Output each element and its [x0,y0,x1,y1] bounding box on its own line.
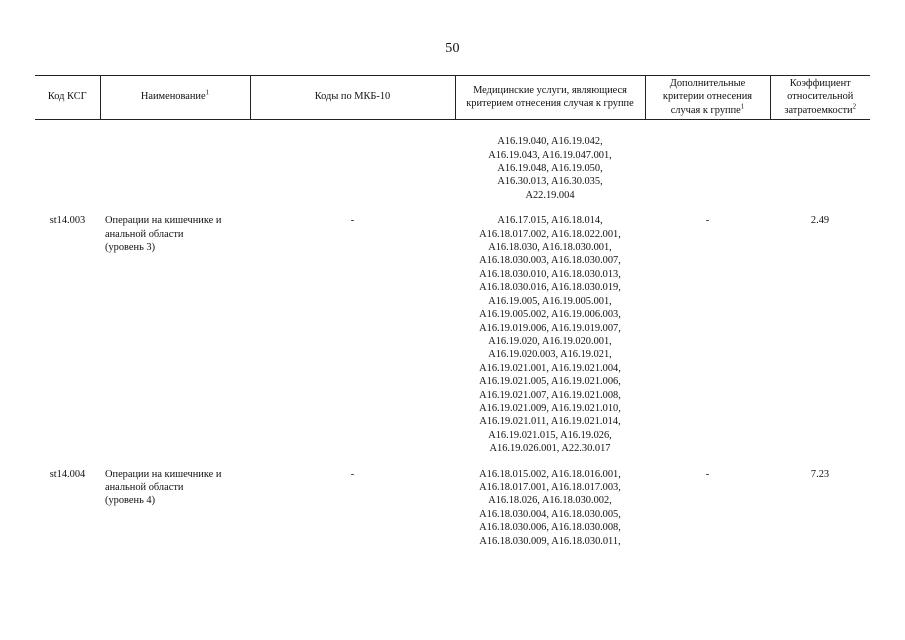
service-codes-line: A16.19.005.002, A16.19.006.003, [479,309,621,321]
coefficient-cell: 2.49 [810,215,830,227]
extra-criteria-cell: - [705,215,710,227]
footnote-marker: 1 [205,88,210,97]
header-ksg-code: Код КСГ [35,76,100,120]
header-name: Наименование$^1$ [100,76,250,120]
header-mkb-codes: Коды по МКБ-10 [250,76,455,120]
service-codes-line: A16.19.048, A16.19.050, [497,163,603,175]
service-codes-line: A16.19.020.003, A16.19.021, [488,349,612,361]
table-header [35,76,870,120]
table-row-continuation [35,135,870,202]
service-codes-line: A16.19.040, A16.19.042, [497,136,603,148]
header-medical-services: Медицинские услуги, являющиеся критерием отнесения случая к группе [455,76,645,120]
service-codes-line: A16.19.021.001, A16.19.021.004, [479,362,621,374]
header-row [35,76,870,120]
service-codes-line: A16.18.017.002, A16.18.022.001, [479,228,621,240]
service-codes-line: A16.18.030.003, A16.18.030.007, [479,255,621,267]
name-line: Операции на кишечнике и [105,215,222,227]
service-codes-line: A16.18.026, A16.18.030.002, [488,495,612,507]
name-line: анальной области [105,228,184,240]
service-codes-line: A16.19.021.011, A16.19.021.014, [479,416,621,428]
ksg-code-cell: st14.003 [49,215,86,227]
extra-criteria-cell: - [705,468,710,480]
service-codes-line: A16.18.030.004, A16.18.030.005, [479,508,621,520]
service-codes-line: A16.19.005, A16.19.005.001, [488,295,612,307]
continuation-services-cell [455,135,645,202]
page-number: 50 [445,41,460,56]
mkb-cell: - [350,215,355,227]
table-row [35,214,870,455]
service-codes-line: A16.19.021.015, A16.19.026, [488,429,612,441]
services-cell [455,468,645,548]
service-codes-line: A16.18.017.001, A16.18.017.003, [479,481,621,493]
table-row [35,468,870,548]
service-codes-line: A22.19.004 [525,189,575,201]
name-line: Операции на кишечнике и [105,468,222,480]
name-line: (уровень 3) [105,242,156,254]
service-codes-line: A16.18.030.016, A16.18.030.019, [479,282,621,294]
service-codes-line: A16.18.030.010, A16.18.030.013, [479,268,621,280]
service-codes-line: A16.19.020, A16.19.020.001, [488,335,612,347]
service-codes-line: A16.17.015, A16.18.014, [497,215,603,227]
footnote-marker: 2 [852,102,857,111]
service-codes-line: A16.19.019.006, A16.19.019.007, [479,322,621,334]
table-body [35,120,870,548]
service-codes-line: A16.19.021.007, A16.19.021.008, [479,389,621,401]
ksg-code-cell: st14.004 [49,468,86,480]
header-additional-criteria: Дополнительные критерии отнесения случая к группе$^1$ [645,76,770,120]
name-line: анальной области [105,481,184,493]
services-cell [455,214,645,455]
footnote-marker: 1 [740,102,745,111]
ksg-table [35,75,870,548]
service-codes-line: A16.18.015.002, A16.18.016.001, [479,468,621,480]
service-codes-line: A16.18.030, A16.18.030.001, [488,242,612,254]
service-codes-line: A16.19.021.009, A16.19.021.010, [479,402,621,414]
name-line: (уровень 4) [105,495,156,507]
name-cell [100,468,250,548]
service-codes-line: A16.19.021.005, A16.19.021.006, [479,376,621,388]
service-codes-line: A16.19.043, A16.19.047.001, [488,149,612,161]
service-codes-line: A16.18.030.006, A16.18.030.008, [479,522,621,534]
mkb-cell: - [350,468,355,480]
header-cost-coefficient: Коэффициент относительной затратоемкости$^2$ [770,76,870,120]
service-codes-line: A16.19.026.001, A22.30.017 [489,443,611,455]
name-cell [100,214,250,455]
coefficient-cell: 7.23 [810,468,830,480]
service-codes-line: A16.30.013, A16.30.035, [497,176,603,188]
service-codes-line: A16.18.030.009, A16.18.030.011, [479,535,621,547]
